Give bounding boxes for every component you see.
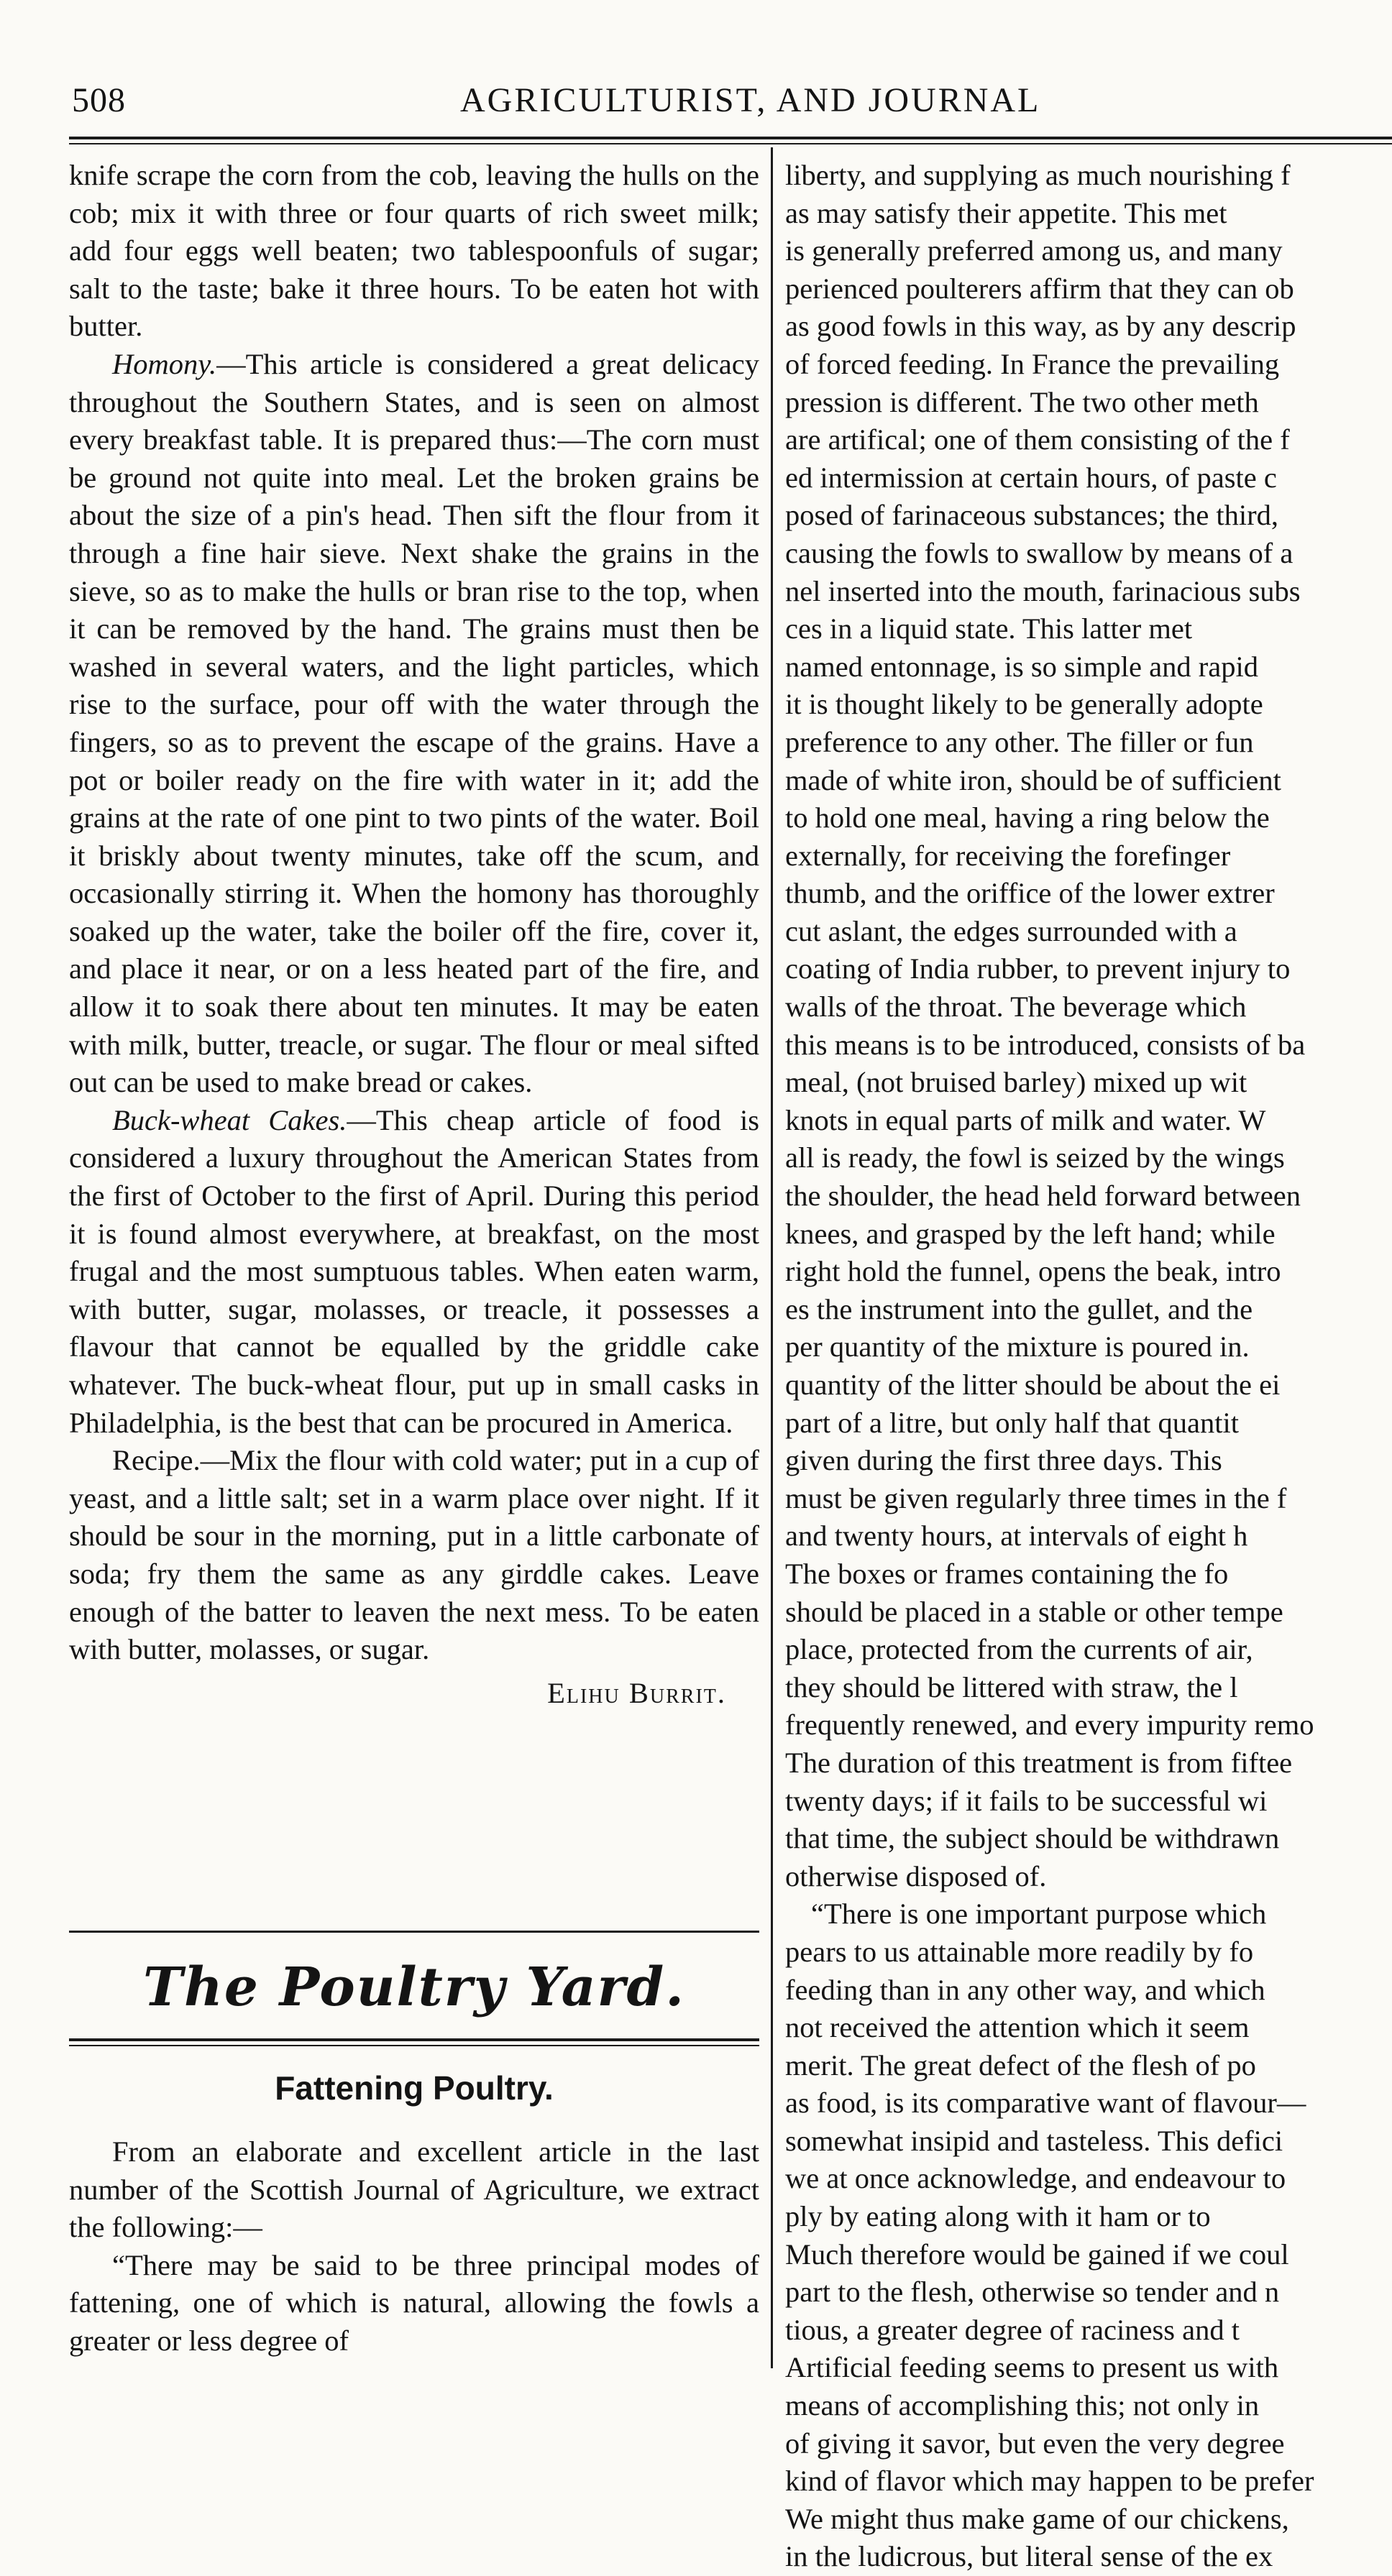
article-title: Fattening Poultry. [275, 2069, 554, 2107]
text-line: meal, (not bruised barley) mixed up wit [785, 1066, 1247, 1099]
text-line: all is ready, the fowl is seized by the wings [785, 1141, 1285, 1174]
paragraph-heading: Homony. [112, 347, 217, 380]
text-line: they should be littered with straw, the l [785, 1670, 1238, 1703]
text-line: “There is one important purpose which [811, 1898, 1267, 1931]
text-line: causing the fowls to swallow by means of a [785, 536, 1293, 569]
text-line: preference to any other. The filler or fun [785, 725, 1254, 758]
text-line: and twenty hours, at intervals of eight h [785, 1519, 1248, 1552]
text-line: externally, for receiving the forefinger [785, 839, 1231, 872]
text-line: ces in a liquid state. This latter met [785, 612, 1193, 645]
text-line: place, protected from the currents of air, [785, 1633, 1253, 1666]
text-line: of giving it savor, but even the very degree [785, 2426, 1285, 2460]
left-column [69, 157, 759, 1712]
right-column [785, 157, 1392, 2576]
text-line: pears to us attainable more readily by fo [785, 1935, 1254, 1968]
text-line: perienced poulterers affirm that they can ob [785, 272, 1294, 305]
paragraph-buckwheat: Buck-wheat Cakes.—This cheap article of food is considered a luxury throughout the American States from the first of October to the first of April. During this period it is found almost everywhere, at breakfast, on the most frugal and the most sumptuous tables. When eaten warm, with butter, sugar, molasses, or treacle, it possesses a flavour that cannot be equalled by the griddle cake whatever. The buck-wheat flour, put up in small casks in Philadelphia, is the best that can be procured in America. [69, 1103, 759, 1439]
section-title: The Poultry Yard. [142, 1956, 686, 2018]
text-line: as may satisfy their appetite. This met [785, 196, 1227, 229]
text-line: to hold one meal, having a ring below the [785, 801, 1270, 834]
text-line: part of a litre, but only half that quantit [785, 1406, 1239, 1439]
header-rule-thin [69, 143, 1392, 144]
paragraph-heading: Buck-wheat Cakes. [112, 1103, 347, 1136]
text-line: cut aslant, the edges surrounded with a [785, 914, 1237, 947]
text-line: not received the attention which it seem [785, 2011, 1250, 2044]
text-line: Much therefore would be gained if we coul [785, 2237, 1289, 2271]
text-line: thumb, and the oriffice of the lower extrer [785, 877, 1275, 910]
text-line: as good fowls in this way, as by any descrip [785, 310, 1296, 343]
text-line: should be placed in a stable or other tempe [785, 1595, 1283, 1628]
text-line: is generally preferred among us, and many [785, 234, 1283, 267]
text-line: knees, and grasped by the left hand; while [785, 1217, 1276, 1250]
text-line: feeding than in any other way, and which [785, 1973, 1265, 2006]
text-line: liberty, and supplying as much nourishing f [785, 159, 1291, 191]
text-line: tious, a greater degree of raciness and t [785, 2313, 1240, 2346]
header-rule-thick [69, 137, 1392, 139]
paragraph: From an elaborate and excellent article in the last number of the Scottish Journal of Agriculture, we extract the following:— [69, 2135, 759, 2244]
article-body [69, 2133, 759, 2360]
running-title: AGRICULTURIST, AND JOURNAL [460, 81, 1041, 119]
text-line: it is thought likely to be generally adopte [785, 688, 1263, 721]
text-line: knots in equal parts of milk and water. W [785, 1103, 1266, 1136]
text-line: named entonnage, is so simple and rapid [785, 650, 1258, 683]
text-line: as food, is its comparative want of flavour— [785, 2087, 1306, 2120]
text-line: of forced feeding. In France the prevailing [785, 347, 1280, 380]
section-rule-top [69, 1931, 759, 1933]
text-line: Artificial feeding seems to present us with [785, 2351, 1279, 2384]
section-rule-bottom-thin [69, 2045, 759, 2046]
text-line: twenty days; if it fails to be successful wi [785, 1784, 1268, 1817]
author-signature: Elihu Burrit. [547, 1676, 726, 1709]
text-line: es the instrument into the gullet, and the [785, 1292, 1253, 1325]
text-line: frequently renewed, and every impurity remo [785, 1708, 1314, 1742]
text-line: this means is to be introduced, consists of ba [785, 1028, 1306, 1061]
text-line: nel inserted into the mouth, farinacious subs [785, 574, 1301, 607]
column-divider [771, 147, 773, 2368]
text-line: part to the flesh, otherwise so tender and n [785, 2276, 1280, 2309]
text-line: otherwise disposed of. [785, 1859, 1047, 1892]
page-number: 508 [72, 81, 126, 119]
paragraph-homony: Homony.—This article is considered a great delicacy throughout the Southern States, and is seen on almost every breakfast table. It is prepared thus:—The corn must be ground not quite into meal. Let the broken grains be about the size of a pin's head. Then sift the flour from it through a fine hair sieve. Next shake the grains in the sieve, so as to make the hulls or bran rise to the top, when it can be removed by the hand. The grains must then be washed in several waters, and the light particles, which rise to the surface, pour off with the water through the fingers, so as to prevent the escape of the grains. Have a pot or boiler ready on the fire with water in it; add the grains at the rate of one pint to two pints of the water. Boil it briskly about twenty minutes, take off the scum, and occasionally stirring it. When the homony has thoroughly soaked up the water, take the boiler off the fire, cover it, and place it near, or on a less heated part of the fire, and allow it to soak there about ten minutes. It may be eaten with milk, butter, treacle, or sugar. The flour or meal sifted out can be used to make bread or cakes. [69, 347, 759, 1099]
text-line: given during the first three days. This [785, 1444, 1222, 1477]
paragraph-recipe: Recipe.—Mix the flour with cold water; put in a cup of yeast, and a little salt; set in a warm place over night. If it should be sour in the morning, put in a little carbonate of soda; fry them the same as any girddle cakes. Leave enough of the batter to leaven the next mess. To be eaten with butter, molasses, or sugar. [69, 1444, 759, 1666]
text-line: kind of flavor which may happen to be prefer [785, 2465, 1314, 2498]
text-line: We might thus make game of our chickens, [785, 2502, 1289, 2535]
text-line: made of white iron, should be of sufficient [785, 763, 1281, 796]
text-line: ply by eating along with it ham or to [785, 2200, 1211, 2233]
text-line: right hold the funnel, opens the beak, intro [785, 1255, 1281, 1288]
text-line: pression is different. The two other meth [785, 385, 1259, 418]
text-line: we at once acknowledge, and endeavour to [785, 2162, 1286, 2195]
text-line: posed of farinaceous substances; the third, [785, 499, 1279, 532]
text-line: the shoulder, the head held forward between [785, 1179, 1301, 1213]
text-line: somewhat insipid and tasteless. This defici [785, 2124, 1283, 2157]
text-line: quantity of the litter should be about the ei [785, 1368, 1281, 1401]
section-rule-bottom-thick [69, 2038, 759, 2041]
text-line: The duration of this treatment is from fiftee [785, 1746, 1293, 1779]
text-line: must be given regularly three times in the f [785, 1481, 1287, 1514]
text-line: ed intermission at certain hours, of paste c [785, 461, 1277, 494]
text-line: that time, the subject should be withdrawn [785, 1822, 1280, 1855]
paragraph: “There may be said to be three principal modes of fattening, one of which is natural, allowing the fowls a greater or less degree of [69, 2248, 759, 2357]
text-line: per quantity of the mixture is poured in. [785, 1330, 1250, 1363]
text-line: merit. The great defect of the flesh of po [785, 2048, 1256, 2082]
text-line: The boxes or frames containing the fo [785, 1557, 1229, 1590]
text-line: coating of India rubber, to prevent injury to [785, 952, 1291, 985]
text-line: means of accomplishing this; not only in [785, 2389, 1260, 2422]
text-line: walls of the throat. The beverage which [785, 990, 1247, 1024]
paragraph: knife scrape the corn from the cob, leaving the hulls on the cob; mix it with three or four quarts of rich sweet milk; add four eggs well beaten; two tablespoonfuls of sugar; salt to the taste; bake it three hours. To be eaten hot with butter. [69, 159, 759, 343]
text-line: are artifical; one of them consisting of the f [785, 423, 1290, 456]
text-line: in the ludicrous, but literal sense of the ex [785, 2540, 1273, 2573]
